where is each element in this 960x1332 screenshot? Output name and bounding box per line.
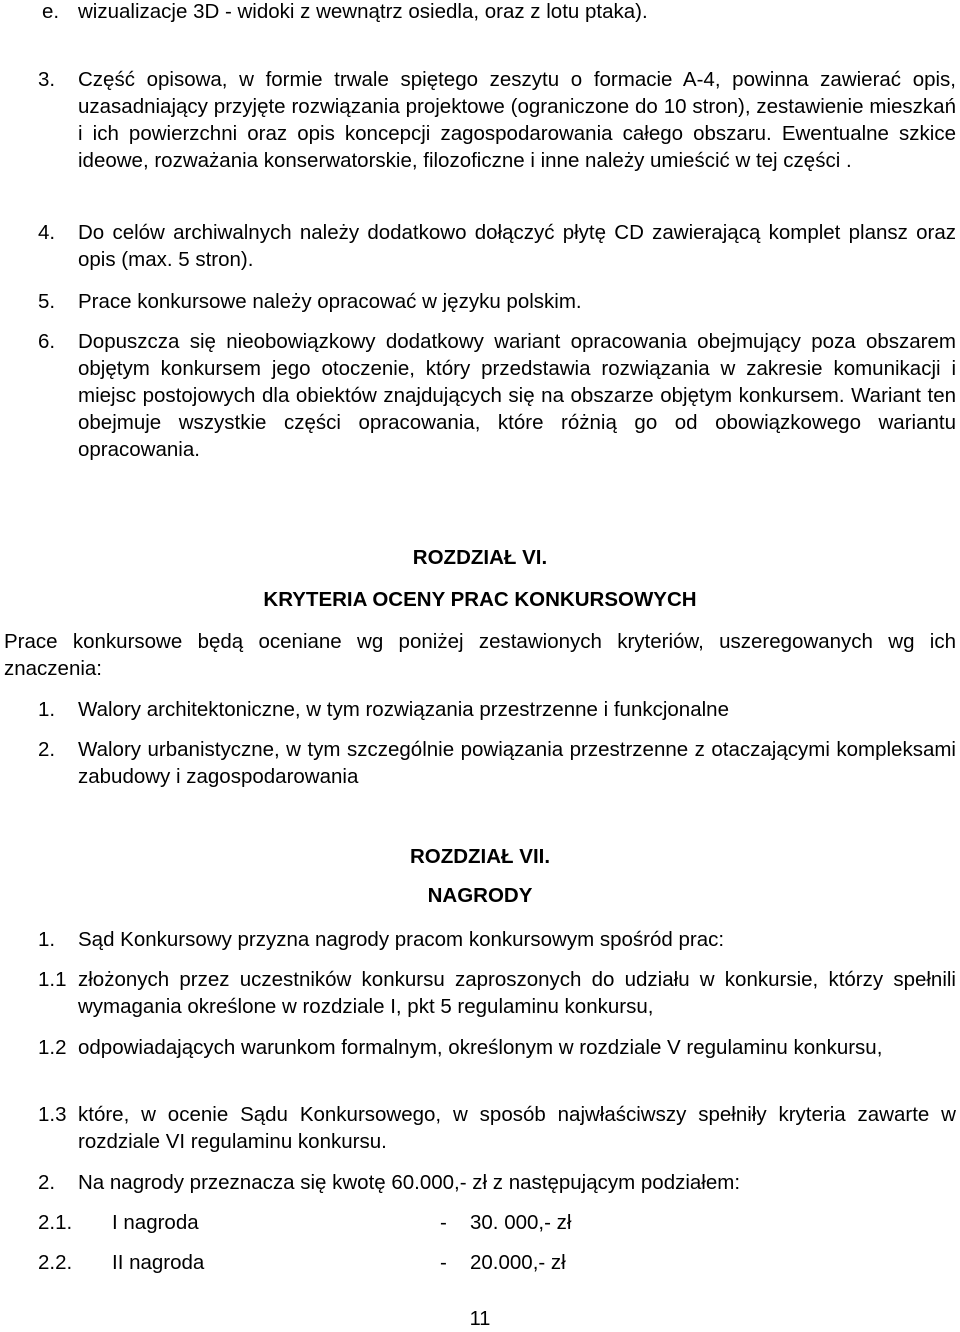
rule-text: odpowiadających warunkom formalnym, określonym w rozdziale V regulaminu konkursu, <box>78 1036 883 1059</box>
item-text: wizualizacje 3D - widoki z wewnątrz osiedla, oraz z lotu ptaka). <box>78 0 648 23</box>
prize-rule-1 <box>38 926 956 953</box>
item-text: Prace konkursowe należy opracować w języku polskim. <box>78 290 582 313</box>
list-item-4 <box>38 219 956 273</box>
rule-number: 1.2 <box>38 1036 67 1059</box>
prize-rule-2 <box>38 1169 956 1196</box>
criterion-number: 1. <box>38 698 56 721</box>
prize-name: I nagroda <box>112 1211 199 1234</box>
item-number: e. <box>42 0 60 23</box>
criterion-number: 2. <box>38 738 56 761</box>
item-text: Dopuszcza się nieobowiązkowy dodatkowy wariant opracowania obejmujący poza obszarem objętym konkursem jego otoczenie, który przedstawia rozwiązania w zakresie komunikacji i miejsc postojowych dla obiektów znajdujących się na obszarze objętym konkursem. Wariant ten obejmuje wszystkie części opracowania, które różnią go od obowiązkowego wariantu opracowania. <box>78 330 956 461</box>
prize-number: 2.2. <box>38 1251 73 1274</box>
prize-rule-1-2 <box>38 1034 956 1061</box>
item-text: Część opisowa, w formie trwale spiętego zeszytu o formacie A-4, powinna zawierać opis, uzasadniający przyjęte rozwiązania projektowe (ograniczone do 10 stron), zestawienie mieszkań i ich powierzchni oraz opis koncepcji zagospodarowania całego obszaru. Ewentualne szkice ideowe, rozważania konserwatorskie, filozoficzne i inne należy umieścić w tej części . <box>78 68 956 172</box>
chapter-7-title: NAGRODY <box>427 884 533 907</box>
list-item-5 <box>38 288 956 315</box>
item-number: 3. <box>38 68 56 91</box>
item-number: 6. <box>38 330 56 353</box>
list-item-6 <box>38 328 956 463</box>
chapter-7-heading: ROZDZIAŁ VII. <box>409 845 551 868</box>
prize-rule-1-1 <box>38 966 956 1020</box>
prize-dash: - <box>440 1251 447 1274</box>
prize-rule-1-3 <box>38 1101 956 1155</box>
chapter-6-intro: Prace konkursowe będą oceniane wg poniżej zestawionych kryteriów, uszeregowanych wg ich znaczenia: <box>4 630 956 680</box>
rule-number: 1.1 <box>38 968 67 991</box>
criterion-1 <box>38 696 956 723</box>
list-item-e <box>38 0 956 25</box>
item-number: 4. <box>38 221 56 244</box>
rule-number: 1.3 <box>38 1103 67 1126</box>
criterion-text: Walory architektoniczne, w tym rozwiązania przestrzenne i funkcjonalne <box>78 698 729 721</box>
rule-text: które, w ocenie Sądu Konkursowego, w sposób najwłaściwszy spełniły kryteria zawarte w rozdziale VI regulaminu konkursu. <box>78 1103 956 1153</box>
list-item-3 <box>38 66 956 174</box>
criterion-2 <box>38 736 956 790</box>
rule-text: Na nagrody przeznacza się kwotę 60.000,- zł z następującym podziałem: <box>78 1171 741 1194</box>
item-number: 5. <box>38 290 56 313</box>
prize-amount: 30. 000,- zł <box>470 1211 572 1234</box>
page-number: 11 <box>469 1308 491 1330</box>
rule-number: 1. <box>38 928 56 951</box>
prize-number: 2.1. <box>38 1211 73 1234</box>
rule-text: Sąd Konkursowy przyzna nagrody pracom konkursowym spośród prac: <box>78 928 725 951</box>
rule-number: 2. <box>38 1171 56 1194</box>
chapter-6-title: KRYTERIA OCENY PRAC KONKURSOWYCH <box>263 588 697 611</box>
chapter-6-heading: ROZDZIAŁ VI. <box>412 546 548 569</box>
item-text: Do celów archiwalnych należy dodatkowo dołączyć płytę CD zawierającą komplet plansz oraz opis (max. 5 stron). <box>78 221 956 271</box>
prize-amount: 20.000,- zł <box>470 1251 566 1274</box>
criterion-text: Walory urbanistyczne, w tym szczególnie powiązania przestrzenne z otaczającymi kompleksami zabudowy i zagospodarowania <box>78 738 956 788</box>
prize-name: II nagroda <box>112 1251 205 1274</box>
rule-text: złożonych przez uczestników konkursu zaproszonych do udziału w konkursie, którzy spełnili wymagania określone w rozdziale I, pkt 5 regulaminu konkursu, <box>78 968 956 1018</box>
prize-dash: - <box>440 1211 447 1234</box>
